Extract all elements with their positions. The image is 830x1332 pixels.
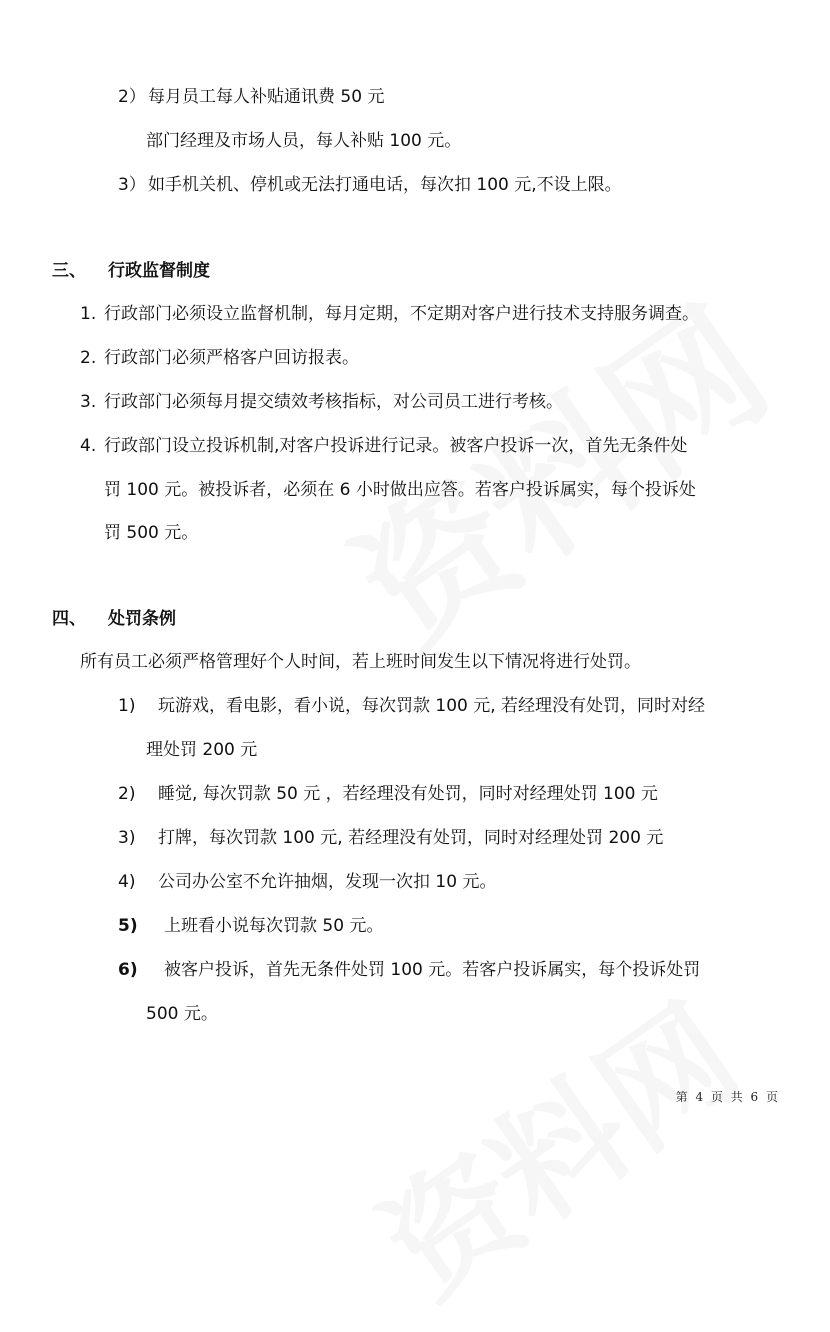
list-item: 4. 行政部门设立投诉机制,对客户投诉进行记录。被客户投诉一次，首先无条件处 <box>80 436 688 456</box>
list-item-continuation: 罚 500 元。 <box>104 523 199 543</box>
section-heading: 三、 行政监督制度 <box>52 261 210 281</box>
list-item: 2） 每月员工每人补贴通讯费 50 元 <box>118 87 385 107</box>
list-item: 1. 行政部门必须设立监督机制，每月定期，不定期对客户进行技术支持服务调查。 <box>80 304 699 324</box>
list-item: 5) 上班看小说每次罚款 50 元。 <box>118 916 384 936</box>
list-item: 2. 行政部门必须严格客户回访报表。 <box>80 348 359 368</box>
section-intro: 所有员工必须严格管理好个人时间，若上班时间发生以下情况将进行处罚。 <box>80 652 641 672</box>
list-item-continuation: 部门经理及市场人员，每人补贴 100 元。 <box>146 131 462 151</box>
list-item: 4) 公司办公室不允许抽烟，发现一次扣 10 元。 <box>118 872 497 892</box>
list-item-continuation: 500 元。 <box>146 1004 218 1024</box>
watermark <box>342 955 769 1332</box>
list-item: 3） 如手机关机、停机或无法打通电话，每次扣 100 元,不设上限。 <box>118 175 622 195</box>
section-heading: 四、 处罚条例 <box>52 609 176 629</box>
list-item: 6) 被客户投诉，首先无条件处罚 100 元。若客户投诉属实，每个投诉处罚 <box>118 960 701 980</box>
list-item: 1) 玩游戏，看电影，看小说，每次罚款 100 元, 若经理没有处罚，同时对经 <box>118 696 706 716</box>
list-item: 2) 睡觉, 每次罚款 50 元 ，若经理没有处罚，同时对经理处罚 100 元 <box>118 784 658 804</box>
list-item: 3) 打牌，每次罚款 100 元, 若经理没有处罚，同时对经理处罚 200 元 <box>118 828 664 848</box>
list-item-continuation: 罚 100 元。被投诉者，必须在 6 小时做出应答。若客户投诉属实，每个投诉处 <box>104 480 696 500</box>
page-number: 第 4 页 共 6 页 <box>675 1090 780 1104</box>
list-item-continuation: 理处罚 200 元 <box>146 740 258 760</box>
list-item: 3. 行政部门必须每月提交绩效考核指标，对公司员工进行考核。 <box>80 392 563 412</box>
